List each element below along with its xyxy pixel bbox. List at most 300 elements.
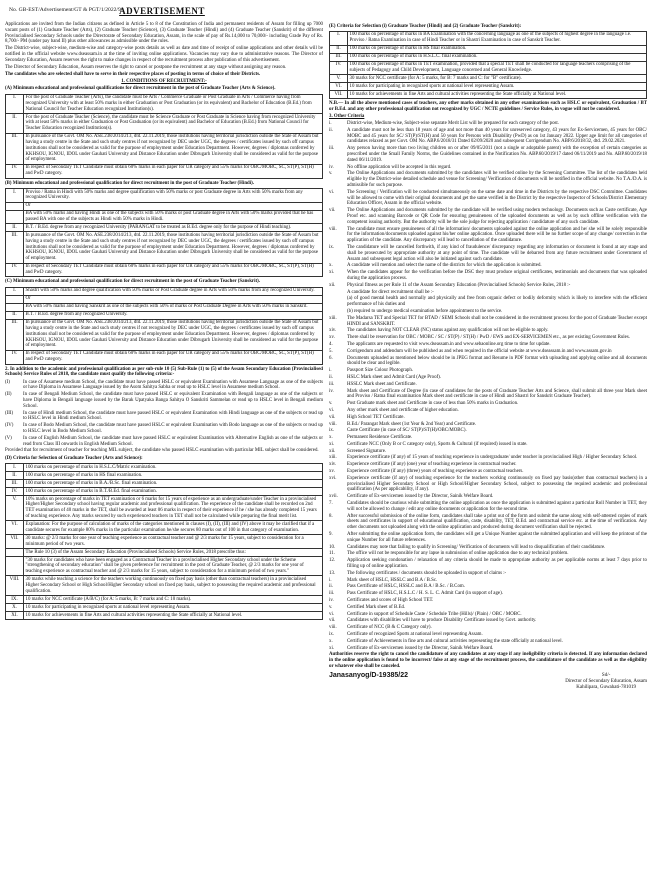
list-number: iii. bbox=[329, 146, 335, 152]
table-row bbox=[6, 548, 323, 556]
row-text: Proviso / Ratna in Hindi with 50% marks and degree qualification with 50% marks or post Graduate degree in Arts with 50% marks from any recognized University. bbox=[24, 188, 323, 202]
list-item bbox=[329, 165, 647, 171]
row-number: I. bbox=[330, 31, 348, 45]
list-text: Experience certificate (if any) (one) year of teaching experience in contractual teacher. bbox=[347, 462, 517, 468]
list-number: ix. bbox=[329, 428, 335, 434]
list-text: The Online Applications and documents submitted by the candidates will be verified online by the Screening Committee. The list of the candidates held eligible by the District-wise detailed schedule and venue for Screening/ Verification of documents will be notified in the official website. No T.A./D.A. is admissible for such purpose. bbox=[347, 171, 647, 189]
list-item bbox=[329, 571, 647, 577]
list-text: In case of English Medium School, the candidate must have passed HSLC or equivalent Examination with Alternative English as one of the subjects or read from Class III onwards in English Medium School. bbox=[23, 435, 323, 447]
list-text: Candidates should be cautious while submitting the online application as once the application is submitted against a particular Roll Number in TET, they will not be allowed to change / edit any online documents or application for the second time. bbox=[347, 501, 647, 512]
list-item bbox=[329, 296, 647, 308]
row-text: In respect of Secondary TET Candidate must obtain 60% marks in each paper for UR category and 55% marks for OBC/MOBC, SC, ST(P), ST(H) and PwD category. bbox=[24, 350, 323, 364]
row-number: III. bbox=[6, 319, 24, 350]
section-e-heading: (E) Criteria for Selection (i) Graduate Teacher (Hindi) and (2) Graduate Teacher (Sanskrit): bbox=[329, 23, 522, 29]
row-number bbox=[6, 548, 24, 556]
row-text: Shastri with 50% marks and degree qualification with 50% marks or Post Graduate degree in Arts with 50% marks from any recognized University. bbox=[24, 287, 323, 295]
table-row bbox=[6, 287, 323, 295]
row-number: I. bbox=[6, 188, 24, 202]
signatory-place: Kahilipara, Guwahati-781019 bbox=[576, 684, 636, 690]
list-number: (II) bbox=[5, 392, 12, 398]
table-row bbox=[6, 232, 323, 263]
row-number bbox=[6, 202, 24, 210]
row-number: XI. bbox=[6, 612, 24, 620]
list-item bbox=[329, 558, 647, 570]
list-text: In case of Bodo Medium School, the candidate must have passed HSLC or equivalent Examination with Bodo language as one of the subjects or read up to HSLC level in Bodo Medium School. bbox=[23, 423, 323, 435]
list-number: viii. bbox=[329, 226, 337, 232]
table-d bbox=[5, 463, 323, 620]
list-number: 8. bbox=[329, 513, 333, 519]
list-item bbox=[329, 227, 647, 244]
row-text: Or bbox=[24, 295, 323, 303]
list-text: Experience certificate (if any) of teaching experience for the teachers working continuously on fixed pay basis(other than contractual teachers) in a provincialised Higher Secondary School or High School/Higher Secondary School, subject to possessing the required academic and professional qualification (As per applicability, if any). bbox=[347, 475, 647, 493]
row-text: 100 marks on percentage of marks in TET examination, provided that a special TET shall be conducted for language teachers comprising of the subjects of Pedagogy and Child Development, Language concerned and General Knowledge. bbox=[348, 61, 647, 75]
intro bbox=[5, 22, 323, 71]
conditions-title: 1. CONDITIONS OF RECRUITMENT:- bbox=[121, 78, 207, 84]
list-item bbox=[329, 598, 647, 604]
section-d-heading: (D) Criteria for Selection of Graduate Teacher (Arts and Science): bbox=[5, 455, 143, 461]
list-text: Mark sheet and Certificate of Degree (in case of candidates for the posts of Graduate Teacher Arts and Science, shall submit all three year Mark sheet and Proviso / Ratna final examination Mark sheet and certificate in case of Hindi and Shastri for Sanskrit Graduate Teacher). bbox=[347, 388, 647, 400]
list-number bbox=[329, 296, 347, 308]
row-number: II. bbox=[6, 114, 24, 134]
section-c-heading: (C) Minimum educational and professional qualification for direct recruitment in the post of Graduate Teacher (Sanskrit). bbox=[5, 279, 260, 285]
list-text: The candidature will be cancelled forthwith, if any kind of fraudulence/ discrepancy regarding any information or document is found at any stage and shall be prosecuted by appropriate authority at any point of time. The candidate will be debarred from any future recruitment under Government of Assam and subsequent legal action will also be initiated against such candidate. bbox=[347, 244, 647, 262]
table-row bbox=[6, 295, 323, 303]
row-number: VI. bbox=[330, 83, 348, 91]
row-number: V. bbox=[330, 75, 348, 83]
table-row bbox=[330, 91, 647, 99]
list-item bbox=[329, 270, 647, 282]
list-text: Candidates with disabilities will have to produce Disability Certificate issued by Govt. authority. bbox=[347, 618, 537, 624]
table-row bbox=[6, 350, 323, 364]
table-row bbox=[6, 319, 323, 350]
list-number: (V) bbox=[5, 435, 12, 441]
list-number: 12. bbox=[329, 558, 336, 564]
list-text: In case of Bengali Medium School, the candidate must have passed HSLC or equivalent Examination with Bengali language as one of the subjects or have Diploma in Bengali language issued by the Barak Upatyaka Banga Sahitya O Sanskriti Sammelan or read up to HSLC level in Bengali medium School. bbox=[23, 392, 323, 409]
row-number: IV. bbox=[6, 350, 24, 364]
list-text: After successful submission of the online form, candidates shall take a print out of the form and submit the same along with self-attested copies of mark sheets and certificates in support of educational qualification, caste, disability, TET, B.Ed. and contractual service etc. at the time of verification. Any other documents not uploaded along with the online application and produced during document verification shall be rejected. bbox=[347, 513, 647, 531]
list-number: ix. bbox=[329, 632, 335, 637]
list-item bbox=[329, 551, 647, 557]
list-number: i. bbox=[329, 368, 332, 374]
list-text: In case of Hindi medium School, the candidate must have passed HSLC or equivalent Examination with Hindi language as one of the subjects or read up to HSLC level in Hindi medium School. bbox=[23, 410, 323, 422]
row-text: 10 marks for participating in recognized sports at national level representing Assam. bbox=[348, 83, 647, 91]
intro-paragraph: The District-wise, subject-wise, medium-wise and category-wise posts details as well as date and time of receipt of online applications and other details will be notified in the official website www.dseassam.in at the time of inviting online applications. Vacancies may vary due to administrative reasons. The Director of Secondary Education, Assam reserves the right to make changes in respect of the recruitment process after publication of this advertisement. bbox=[5, 46, 323, 63]
list-number: vii. bbox=[329, 618, 336, 624]
row-text: 10% marks on percentage of marks in TET examination or 6 marks for 15 years of experience as an undergraduate/under Teacher in a provincialised Higher/Higher Secondary school having regular academic and professional qualification. The experience of the candidate shall be recorded on 2nd TET examination of 40 marks in the TET, shall be awarded at least 06 marks in respect of their experience if he / she has already completed 15 years of teaching experience. Any marks secured by such experienced teachers in TET shall not be calculated while preparing the final merit list. bbox=[24, 495, 323, 520]
list-text: A candidate must not be less than 18 years of age and not more than 40 years for unreserved category, 43 years for Ex-Servicemen, 45 years for OBC/ MOBC and 45 years for SC/ ST(P)/ST(H) and 50 years for Persons with Disability (PwD) as on 1st January 2022. Upper age limit for all categories of candidates relaxed as per Govt. OM No. ABP.6/2018/31 Dated 02/09/2020 and subsequent Corrigendum No. ABP.6/2018/32, dtd. 29.02.2021. bbox=[347, 127, 647, 145]
list-number: x. bbox=[329, 638, 333, 644]
row-text: B.T. / B.Ed. degree from any recognized University. bbox=[24, 311, 323, 319]
row-number: IV. bbox=[6, 263, 24, 277]
table-row bbox=[6, 133, 323, 164]
list-item bbox=[329, 591, 647, 597]
list-text: (b) required to undergo medical examination before appointment to the service. bbox=[347, 308, 503, 314]
list-item bbox=[329, 375, 647, 381]
row-number: I. bbox=[6, 287, 24, 295]
table-row bbox=[6, 535, 323, 549]
row-text: 10 marks for NCC certificate (A/B/C) (for A: 5 marks, B: 7 marks and C: 10 marks). bbox=[24, 596, 323, 604]
list-number: viii. bbox=[329, 625, 337, 631]
list-text: In case of Assamese medium School, the candidate must have passed HSLC or equivalent Examination with Assamese Language as one of the subjects or have Diploma in Assamese Language issued by the Asom Sahitya Sabha or read up to HSLC level in Assamese medium School. bbox=[23, 379, 323, 391]
list-number: xvii. bbox=[329, 494, 338, 500]
list-text: Documents uploaded as mentioned below should be in JPEG format and Resume in PDF format with uploading and applying online and all documents should be clear and legible. bbox=[347, 355, 647, 367]
row-number: VI. bbox=[6, 521, 24, 535]
row-text: 10 marks for achievements in fine Arts and cultural activities representing the State officially at National level. bbox=[24, 612, 323, 620]
list-text: High School TET Certificate. bbox=[347, 414, 405, 420]
section-b-heading: (B) Minimum educational and professional qualification for direct recruitment in the post of Graduate Teacher (Hindi). bbox=[5, 180, 254, 186]
signatory bbox=[565, 673, 647, 691]
table-row bbox=[6, 556, 323, 576]
row-text: The Rule 10 (3) of the Assam Secondary Education (Provincialised Schools) Service Rules, 2018 prescribe thus: bbox=[24, 548, 323, 556]
list-item bbox=[329, 401, 647, 407]
list-text: Permanent Residence Certificate. bbox=[347, 435, 413, 441]
row-number: VII. bbox=[330, 91, 348, 99]
row-text: 100 marks on percentage of marks in B.T./B.Ed. final examination. bbox=[24, 488, 323, 496]
list-item bbox=[329, 146, 647, 163]
list-text: The candidate must ensure genuineness of all the information/ documents uploaded against the online application and he/ she will be solely responsible for the information/documents uploaded against his/her online application. Once uploaded there will be no further scope of any change/ correction in the application of the candidate. Any discrepancy will lead to cancellation of the candidature. bbox=[347, 226, 647, 244]
list-number: 11. bbox=[329, 551, 335, 557]
intro-paragraph: The Director of Secondary Education, Assam reserves the right to cancel or postpone the recruitment at any stage without assigning any reason. bbox=[5, 64, 287, 70]
list-item bbox=[5, 392, 323, 409]
list-number: viii. bbox=[329, 421, 337, 427]
section-a-heading: (A) Minimum educational and professional qualifications for direct recruitment in the post of Graduate Teacher (Arts & Science). bbox=[5, 86, 276, 92]
row-number: II. bbox=[6, 224, 24, 232]
list-item bbox=[329, 449, 647, 455]
list-text: District-wise, Medium-wise, Subject-wise separate Merit List will be prepared for each category of the post. bbox=[347, 121, 559, 127]
list-item bbox=[329, 190, 647, 207]
row-text: "30 marks for candidates who have been engaged as a Contractual Teacher in a provincialised Higher Secondary school under the Scheme "strengthening of secondary education" shall be given preference for recruitment in the post of Graduate Teacher, @ 2/3 marks for one year of teaching experience as contractual teacher and @ 2/3 marks for 15 years, subject to consideration for a minimum period of two years." bbox=[24, 556, 323, 576]
row-text: BA with 50% marks and having Sanskrit as one of the subjects with 50% of marks or Post Graduate Degree in Arts with 50% marks in Sanskrit. bbox=[24, 303, 323, 311]
row-text: In respect of Secondary TET Candidate must obtain 60% marks in each paper for UR category and 55% marks for OBC/MOBC, SC, ST(P), ST(H) and PwD category. bbox=[24, 164, 323, 178]
list-number: 4. bbox=[329, 341, 333, 347]
list-item bbox=[329, 469, 647, 475]
final-note: Authorities reserve the right to cancel the candidature of any candidates at any stage if any ineligibility criteria is detected. If any information declared in the online application is found to be incorrect/ false at any stage of the recruitment process, the candidature of the candidate as well as the eligibility or whatever else shall be canceled. bbox=[329, 652, 647, 669]
list-item bbox=[329, 545, 647, 551]
list-text: Physical fitness as per Rule 11 of the Assam Secondary Education (Provincialised Schools) Service Rules, 2018 :- bbox=[347, 282, 571, 288]
list-number: 9. bbox=[329, 532, 333, 538]
table-row bbox=[330, 31, 647, 45]
list-text: The Online Applications and documents submitted by the candidate will be verified using modern technology. Documents such as Caste certificate, Age Proof etc. and scanning Barcode or QR Code for ensuring genuineness of the uploaded documents as well as by such offline verification with the competent issuing authority. But the authority will be the sole judge for rejecting application / candidature of any such candidate. bbox=[347, 208, 647, 225]
row-number: III. bbox=[6, 133, 24, 164]
list-text: Certificate in support of Schedule Caste / Schedule Tribe (Hills)/ (Plain) / OBC / MOBC. bbox=[347, 611, 522, 617]
page-title: ADVERTISEMENT bbox=[119, 6, 205, 16]
list-item bbox=[329, 455, 647, 461]
list-item bbox=[329, 128, 647, 145]
row-number bbox=[6, 210, 24, 224]
list-text: Any person having more than two living children on or after 09/05/2011 (not a single or adoptable parent) with the exception of certain categories as prescribed under the Small Family Norms, the Guidelines contained in the Notification No. ABP.60/2019/17 dated 06/11/2019 and No. ABP.60/2019/18 dated 06/11/2019. bbox=[347, 146, 647, 163]
list-text: Application seeking condonation / relaxation of any criteria should be made to appropriate authority as per applicable norms at least 7 days prior to filling up of online application. bbox=[347, 558, 647, 570]
table-row bbox=[6, 114, 323, 134]
row-number bbox=[6, 556, 24, 576]
row-text: 30 marks while teaching a science for the teachers working continuously on fixed pay basis (other than contractual teachers) in a provincialised Higher Secondary School or High School/Higher Secondary school on fixed pay basis, subject to possessing the required academic and professional qualification. bbox=[24, 576, 323, 596]
row-number: II. bbox=[6, 472, 24, 480]
list-number: xi. bbox=[329, 645, 335, 651]
list-text: The Screening / Verification will be conducted simultaneously on the same date and time in the Districts by the respective DSC Committee. Candidates will be allowed to come with their original documents and get the same verified in the District by the respective Inspector of Schools/District Elementary Education Officer, Assam in the official website. bbox=[347, 189, 648, 207]
table-row bbox=[6, 488, 323, 496]
list-item bbox=[329, 415, 647, 421]
table-row bbox=[6, 224, 323, 232]
list-text: The following certificates / documents should be uploaded in support of claims :- bbox=[347, 570, 507, 576]
list-item bbox=[5, 436, 323, 448]
table-row bbox=[6, 210, 323, 224]
row-text: 100 marks on percentage of marks in BA Examination with the concerning language as one of the subjects of highest degree in the language i.e. Proviso / Ratna Examination in case of Hindi Teacher or in Shastri Examination in case of Sanskrit Teacher. bbox=[348, 31, 647, 45]
list-number: ix. bbox=[329, 244, 335, 250]
list-number: iv. bbox=[329, 388, 334, 394]
list-item bbox=[329, 632, 647, 638]
nb-note: N.B.— In all the above mentioned cases of teachers, any other marks obtained in any other examinations such as HSLC or equivalent, Graduation / BT or B.Ed. and any other professional qualification not recognized by UGC / NCTE guidelines / Service Rules, in vogue will not be considered. bbox=[329, 101, 647, 113]
row-text: 30 marks: @ 2/3 marks for one year of teaching experience as contractual teacher and @ 2/3 marks for 15 years, subject to consideration for a minimum period of two years. bbox=[24, 535, 323, 549]
list-number: (I) bbox=[5, 379, 10, 385]
list-item bbox=[329, 263, 647, 269]
list-text: Screened Signature. bbox=[347, 448, 387, 454]
table-row bbox=[6, 472, 323, 480]
list-item bbox=[329, 618, 647, 624]
list-text: Certificates and scores of High School TET. bbox=[347, 598, 434, 604]
list-text: Any other mark sheet and certificate of higher education. bbox=[347, 407, 459, 413]
list-text: A candidate will mention and select the name of the districts for which the application is submitted. bbox=[347, 263, 542, 269]
table-row bbox=[330, 61, 647, 75]
list-item bbox=[329, 245, 647, 262]
list-item bbox=[329, 605, 647, 611]
list-item bbox=[329, 428, 647, 434]
row-number: II. bbox=[330, 45, 348, 53]
row-text: 100 marks on percentage of marks in H.S.L.C. final examination. bbox=[348, 53, 647, 61]
table-b bbox=[5, 188, 323, 277]
list-text: Certificate of Ex-servicemen issued by the Director, Sainik Welfare Board. bbox=[347, 494, 494, 500]
table-row bbox=[6, 263, 323, 277]
table-row bbox=[330, 53, 647, 61]
table-row bbox=[330, 75, 647, 83]
row-text: In pursuance of the Govt. OM No. ASE.238/2014/213, dtd. 22.11.2019, those institutions having territorial jurisdiction outside the State of Assam but having a study centre in the State and such study centres if not recognized by DEC under UGC, the degrees / certificates issued by such off campus institutions shall not be considered as valid for the purpose of employment under Education Department. However, degrees / diplomas conferred by KKHSOU, IGNOU, IDOL under Gauhati University and Distance Education under Dibrugarh University shall be considered as valid for the purpose of employment. bbox=[24, 232, 323, 263]
row-number: IV. bbox=[6, 488, 24, 496]
table-row bbox=[6, 480, 323, 488]
list-item bbox=[329, 422, 647, 428]
row-text: BA with 50% marks and having Hindi as one of the subjects with 50% marks or post Graduate degree in Arts with 50% marks provided that he has passed BA with one of the subjects as Hindi with 50% marks in Hindi. bbox=[24, 210, 323, 224]
list-text: There shall be reservation for OBC / MOBC / SC / ST(P) / ST(H) / PwD / EWS and EX-SERVICEMEN etc., as per existing Government Rules. bbox=[347, 335, 630, 341]
list-number: i. bbox=[329, 577, 332, 583]
table-a bbox=[5, 94, 323, 179]
list-text: HSSLC Mark sheet and Certificate. bbox=[347, 381, 417, 387]
signature-block bbox=[329, 673, 647, 691]
list-text: B.Ed./ Parangat Mark sheet (1st Year & 2nd Year) and Certificate. bbox=[347, 421, 477, 427]
list-item bbox=[329, 462, 647, 468]
row-text: Explanation: For the purpose of calculation of marks of the categories mentioned in clauses (I), (II), (III) and (IV) above it may be clarified that if a candidate secures for example 80% marks in the particular examination he/she secures 80 marks out of 100 in that category of examination. bbox=[24, 521, 323, 535]
table-row bbox=[6, 576, 323, 596]
list-number: vi. bbox=[329, 611, 335, 617]
list-text: Corrigendum and addendum will be published as and when required in the official website at www.dseassam.in and www.assam.gov.in bbox=[347, 348, 612, 354]
list-number: 13. bbox=[329, 570, 336, 576]
list-number: iv. bbox=[329, 164, 334, 170]
table-row bbox=[6, 202, 323, 210]
table-row bbox=[330, 45, 647, 53]
list-item bbox=[329, 349, 647, 355]
list-text: The Madarsa TET and Special TET for BTAD / SEMI Schools shall not be considered in the recruitment process for the post of Graduate Teacher except HINDI and SANSKRIT. bbox=[347, 315, 647, 327]
list-text: The office will not be responsible for any lapse in submission of online application due to any technical problem. bbox=[347, 551, 569, 557]
table-e bbox=[329, 31, 647, 99]
list-number: ii. bbox=[329, 374, 333, 380]
list-item bbox=[329, 646, 647, 652]
addition-heading: 2. In addition to the academic and professional qualification as per sub-rule 10 (5) Sub-Rule (1) to (5) of the Assam Secondary Education (Provincialised Schools) Service Rules of 2018, the candidate must qualify the following criteria:- bbox=[5, 366, 323, 378]
list-text: When the candidates appear for the verification before the DSC they must produce original certificates, testimonials and documents that was uploaded during the application process. bbox=[347, 270, 647, 281]
reference-number: No. GB-EST/Advertisement/GT & PGT/1/2022/9 bbox=[9, 7, 121, 13]
list-number: i. bbox=[329, 121, 332, 127]
list-item bbox=[329, 316, 647, 328]
list-number: xv. bbox=[329, 335, 335, 341]
language-criteria-list bbox=[5, 380, 323, 448]
row-number bbox=[6, 295, 24, 303]
list-text: Certificate of Achievements in fine arts and cultural activities representing the state officially at national level. bbox=[347, 638, 563, 644]
list-item bbox=[329, 368, 647, 374]
list-number: v. bbox=[329, 604, 333, 610]
row-number: III. bbox=[330, 53, 348, 61]
row-number: II. bbox=[6, 311, 24, 319]
list-item bbox=[5, 423, 323, 435]
list-number: 5. bbox=[329, 348, 333, 354]
other-criteria-list bbox=[329, 121, 647, 341]
list-number: v. bbox=[329, 171, 333, 177]
list-item bbox=[329, 501, 647, 513]
row-number: IV. bbox=[6, 164, 24, 178]
list-number: xii. bbox=[329, 282, 336, 288]
row-text: For the post of Graduate Teacher (Science), the candidate must be Science Graduate or Post Graduate in Science having from recognized University with at least 50% marks in either Graduation or Post Graduation (or its equivalent) and Bachelor of Education (B.Ed.) from National Council for Teacher Education recognized Institution(s). bbox=[24, 114, 323, 134]
list-text: Certificate NCC (Only B or C category only), Sports & Cultural (if required) issued in state. bbox=[347, 441, 528, 447]
row-text: 30 marks for NCC certificate (for A: 5 marks, for B: 7 marks and C: for "B" certificate). bbox=[348, 75, 647, 83]
list-text: Experience certificate (if any) of 15 years of teaching experience in undergraduate/ under teacher in provincialised High / Higher Secondary School. bbox=[347, 455, 638, 461]
list-number: xiii. bbox=[329, 315, 337, 321]
list-number: xi. bbox=[329, 270, 335, 276]
table-row bbox=[6, 604, 323, 612]
row-text: B.T. / B.Ed. degree from any recognized University (PARANGAT to be treated as B.Ed. degree only for the purpose of Hindi teaching). bbox=[24, 224, 323, 232]
table-row bbox=[6, 188, 323, 202]
list-item bbox=[329, 382, 647, 388]
row-text: 100 marks on percentage of marks in B.A./B.Sc. final examination. bbox=[24, 480, 323, 488]
list-number: iii. bbox=[329, 381, 335, 387]
other-criteria-title: 3. Other Criteria bbox=[329, 114, 365, 120]
row-text: In pursuance of the Govt. OM No. ASE.238/2014/213, dtd. 22.11.2019, those institutions having territorial jurisdiction outside the State of Assam but having a study centre in the State and such study centres if not recognized by DEC under UGC, the degrees / certificates issued by such off campus institutions shall not be considered as valid for the purpose of employment under Education Department. However, degrees / diplomas conferred by KKHSOU, IGNOU, IDOL under Gauhati University and Distance Education under Dibrugarh University shall be considered as valid for the purpose of employment. bbox=[24, 319, 323, 350]
row-number bbox=[6, 303, 24, 311]
list-number: xiv. bbox=[329, 462, 337, 468]
list-item bbox=[5, 380, 323, 392]
list-item bbox=[329, 639, 647, 645]
list-item bbox=[329, 290, 647, 296]
list-item bbox=[329, 283, 647, 289]
list-number: (III) bbox=[5, 410, 14, 416]
list-text: No offline application will be accepted in this regard. bbox=[347, 164, 452, 170]
header bbox=[5, 4, 649, 22]
table-row bbox=[6, 596, 323, 604]
list-number bbox=[329, 290, 347, 296]
list-item bbox=[329, 309, 647, 315]
list-item bbox=[329, 335, 647, 341]
list-text: Pass Certificate of HSLC, HSSLC and B.A / B.Sc. / B.Com. bbox=[347, 584, 465, 590]
list-number bbox=[329, 309, 347, 315]
list-item bbox=[5, 411, 323, 423]
table-row bbox=[6, 94, 323, 114]
list-number: xiv. bbox=[329, 328, 337, 334]
list-item bbox=[329, 328, 647, 334]
claims-list bbox=[329, 578, 647, 652]
table-row bbox=[6, 495, 323, 520]
intro-paragraph: Applications are invited from the Indian citizens as defined in Article 5 to 8 of the Constitution of India and permanent residents of Assam for filling up 7000 vacant posts of (1) Graduate Teacher (Arts), (2) Graduate Teacher (Science), (3) Graduate Teacher (Hindi) and (4) Graduate Teacher (Sanskrit) of the different Provincialised Secondary Schools under the Directorate of Secondary Education, Assam, in the scale of pay of Rs.14,000 to 70,000/- including Grade Pay of Rs. 8,700/- PM (under pay band II) plus other allowances as admissible under the rules. bbox=[5, 22, 323, 45]
row-text: In pursuance of the Govt. OM No. ASE.238/2014/213, dtd. 22.11.2019, those institutions having territorial jurisdiction outside the State of Assam but having a study centre in the State and such study centres if not recognized by DEC under UGC, the degrees / certificates issued by such off campus institutions shall not be considered as valid for the purpose of employment under Education Department. However, degrees / diplomas conferred by KKHSOU, IGNOU, IDOL under Gauhati University and Distance Education under Dibrugarh University shall be considered as valid for the purpose of employment. bbox=[24, 133, 323, 164]
row-text: In respect of Secondary TET Candidate must obtain 60% marks in each paper for UR category and 55% marks for OBC/MOBC, SC, ST(P), ST(H) and PwD category. bbox=[24, 263, 323, 277]
list-number: xii. bbox=[329, 448, 336, 454]
list-number: xi. bbox=[329, 441, 335, 447]
list-item bbox=[329, 342, 647, 348]
list-number: xv. bbox=[329, 469, 335, 475]
list-text: A candidate for direct recruitment shall be :- bbox=[347, 289, 434, 295]
row-text: 100 marks on percentage of marks in HS final examination. bbox=[348, 45, 647, 53]
list-text: (a) of good mental health and normally and physically and free from organic defect or bodily deformity which is likely to interfere with the efficient performance of his duties and bbox=[347, 296, 647, 308]
list-text: Certificate of Ex-servicemen issued by the Director, Sainik Welfare Board. bbox=[347, 645, 494, 651]
table-row bbox=[6, 521, 323, 535]
table-row bbox=[6, 612, 323, 620]
list-text: Candidates may note that failing to qualify in Screening/ Verification of documents will lead to disqualification of their candidature. bbox=[347, 544, 606, 550]
list-number: vi. bbox=[329, 189, 335, 195]
row-number: VIII. bbox=[6, 576, 24, 596]
list-item bbox=[329, 476, 647, 493]
list-number: iv. bbox=[329, 598, 334, 604]
list-item bbox=[329, 121, 647, 127]
table-row bbox=[6, 311, 323, 319]
list-text: Passport Size Colour Photograph. bbox=[347, 368, 414, 374]
table-row bbox=[330, 83, 647, 91]
bond-note: The candidates who are selected shall have to serve in their respective places of posting in terms of choice of their Districts. bbox=[5, 71, 261, 77]
row-number: VII. bbox=[6, 535, 24, 549]
list-item bbox=[329, 584, 647, 590]
list-text: Experience certificate (if any) (three) years of teaching experience as contractual teachers. bbox=[347, 469, 524, 475]
signature-mark: Sd/- bbox=[601, 672, 611, 678]
row-text: 100 marks on percentage of marks in H.S.L.C/Matric examination. bbox=[24, 464, 323, 472]
row-number: V. bbox=[6, 495, 24, 520]
row-number: III. bbox=[6, 232, 24, 263]
list-item bbox=[329, 625, 647, 631]
list-text: Caste Certificate (in case of SC/ ST(P)/ST(H)/OBC/MOBC). bbox=[347, 428, 467, 434]
list-number: vii. bbox=[329, 414, 336, 420]
row-text: Or bbox=[24, 202, 323, 210]
general-notes-list bbox=[329, 501, 647, 577]
list-number: vii. bbox=[329, 208, 336, 214]
list-item bbox=[329, 208, 647, 225]
list-item bbox=[329, 356, 647, 368]
application-notes-list bbox=[329, 342, 647, 367]
list-text: The candidates having NOT CLEAR (NC) status against any qualification will not be eligible to apply. bbox=[347, 328, 549, 334]
list-number: xiii. bbox=[329, 455, 337, 461]
row-number: IX. bbox=[6, 596, 24, 604]
list-item bbox=[329, 514, 647, 531]
row-text: 10 marks for achievements in fine Arts and cultural activities representing the State officially at National level. bbox=[348, 91, 647, 99]
list-item bbox=[329, 494, 647, 500]
row-text: 10 marks for participating in recognized sports at national level representing Assam. bbox=[24, 604, 323, 612]
list-number: (IV) bbox=[5, 423, 14, 429]
table-row bbox=[6, 164, 323, 178]
list-number: ii. bbox=[329, 584, 333, 590]
row-text: 100 marks on percentage of marks in HS final examination. bbox=[24, 472, 323, 480]
table-row bbox=[6, 303, 323, 311]
publication-code: Janasanyog/D-19385/22 bbox=[329, 671, 408, 679]
list-text: Certified Mark sheet of B.Ed. bbox=[347, 604, 406, 610]
list-number: iii. bbox=[329, 591, 335, 597]
documents-list bbox=[329, 368, 647, 500]
list-number: v. bbox=[329, 401, 333, 407]
list-item bbox=[329, 612, 647, 618]
list-item bbox=[329, 578, 647, 584]
list-number: 6. bbox=[329, 355, 333, 361]
list-text: Pass Certificate of HSLC, H.S.L.C / H. S. L. C. Admit Card (in support of age). bbox=[347, 591, 503, 597]
left-column bbox=[5, 22, 323, 691]
list-text: HSLC Mark sheet and Admit Card (Age Proof). bbox=[347, 374, 441, 380]
list-number: xvi. bbox=[329, 475, 337, 481]
